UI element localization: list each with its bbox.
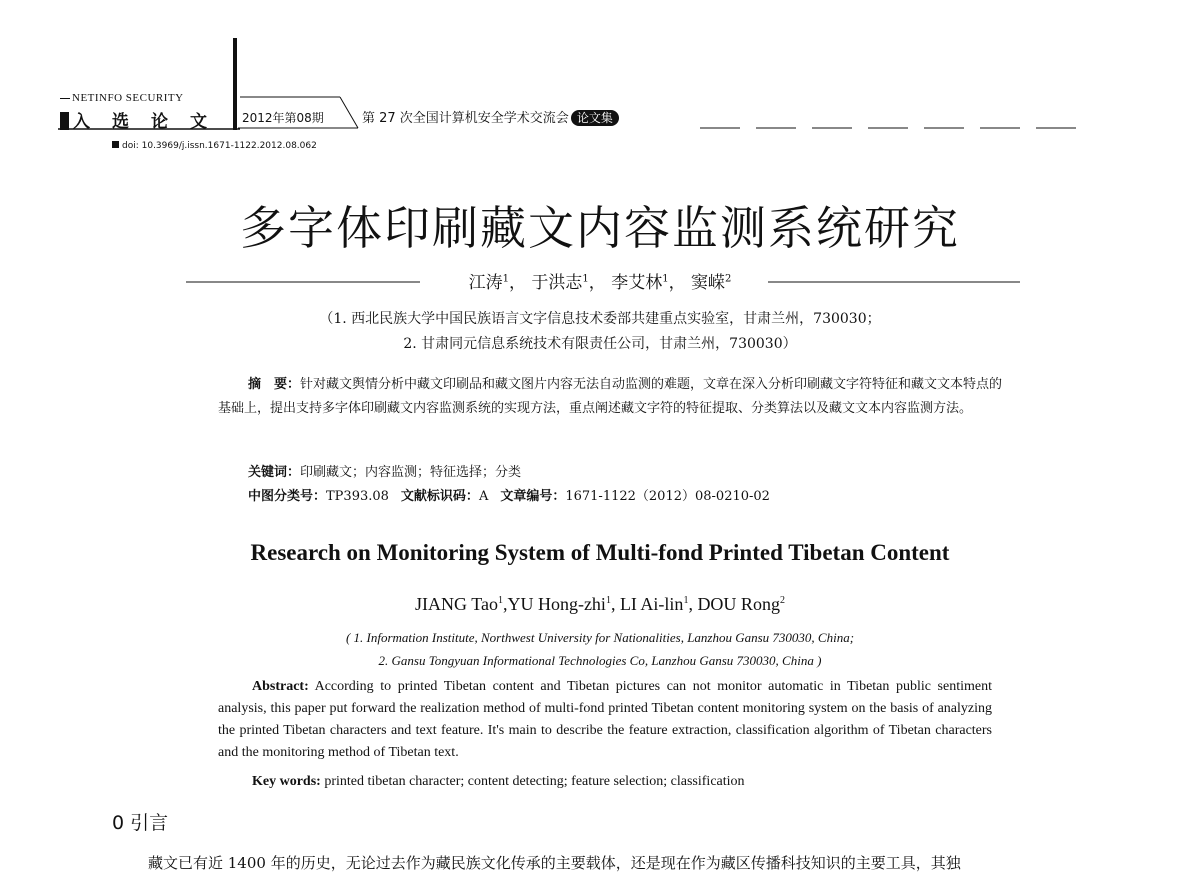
abstract-en-text: According to printed Tibetan content and Tibetan pictures can not monitor automatic in Tibetan public sentiment analysis, this paper put forward the realization method of multi-fond printed Tibetan content monitoring system on the basis of analyzing the printed Tibetan characters and text feature. It's main to describe the feature extraction, classification algorithm of Tibetan characters and the monitoring method of Tibetan text.: [218, 679, 992, 760]
abstract-en-label: Abstract:: [252, 679, 309, 694]
doi-bullet-icon: [112, 141, 119, 148]
keywords-en: Key words: printed tibetan character; content detecting; feature selection; classification: [252, 774, 745, 789]
paper-title-en: Research on Monitoring System of Multi-fond Printed Tibetan Content: [250, 540, 950, 565]
classification-cn: 中图分类号：TP393.08 文献标识码：A 文章编号：1671-1122（2012）08-0210-02: [248, 489, 770, 504]
abstract-cn-label: 摘 要：: [248, 377, 301, 392]
journal-issue: 2012年第08期: [242, 111, 324, 125]
authors-cn: 江涛$^1$， 于洪志$^1$， 李艾林$^1$， 窦嵘$^2$: [0, 268, 1200, 293]
affiliation-en-1: ( 1. Information Institute, Northwest University for Nationalities, Lanzhou Gansu 730030, China;: [345, 630, 855, 645]
journal-section-label: 入 选 论 文: [60, 107, 229, 132]
affiliation-cn-1: （1. 西北民族大学中国民族语言文字信息技术委部共建重点实验室，甘肃兰州，730030；: [319, 311, 881, 327]
brand-block-icon: [60, 112, 69, 130]
affiliation-en-2: 2. Gansu Tongyuan Informational Technologies Co, Lanzhou Gansu 730030, China ): [378, 653, 822, 668]
section-heading: 0 引言: [112, 812, 169, 834]
conference-label: 第 27 次全国计算机安全学术交流会 论文集: [362, 107, 619, 126]
conference-badge: 论文集: [571, 110, 619, 126]
body-text: 藏文已有近 1400 年的历史，无论过去作为藏民族文化传承的主要载体，还是现在作为藏区传播科技知识的主要工具，其独: [148, 854, 961, 872]
doi-line: doi: 10.3969/j.issn.1671-1122.2012.08.062: [112, 141, 317, 151]
journal-brand-subtitle: NETINFO SECURITY: [60, 92, 184, 104]
abstract-cn-text: 针对藏文舆情分析中藏文印刷品和藏文图片内容无法自动监测的难题，文章在深入分析印刷藏文字符特征和藏文文本特点的基础上，提出支持多字体印刷藏文内容监测系统的实现方法，重点阐述藏文字符的特征提取、分类算法以及藏文文本内容监测方法。: [218, 377, 1003, 416]
abstract-en: [218, 676, 992, 764]
keywords-cn: 关键词：印刷藏文；内容监测；特征选择；分类: [248, 465, 522, 480]
abstract-cn: [218, 373, 1004, 421]
paper-title-cn: 多字体印刷藏文内容监测系统研究: [240, 201, 960, 255]
authors-en: JIANG Tao$^1$,YU Hong-zhi$^1$, LI Ai-lin$^1$, DOU Rong$^2$: [415, 594, 785, 614]
affiliation-cn-2: 2. 甘肃同元信息系统技术有限责任公司，甘肃兰州，730030）: [403, 336, 797, 352]
header-rule-lines: [0, 0, 1200, 160]
